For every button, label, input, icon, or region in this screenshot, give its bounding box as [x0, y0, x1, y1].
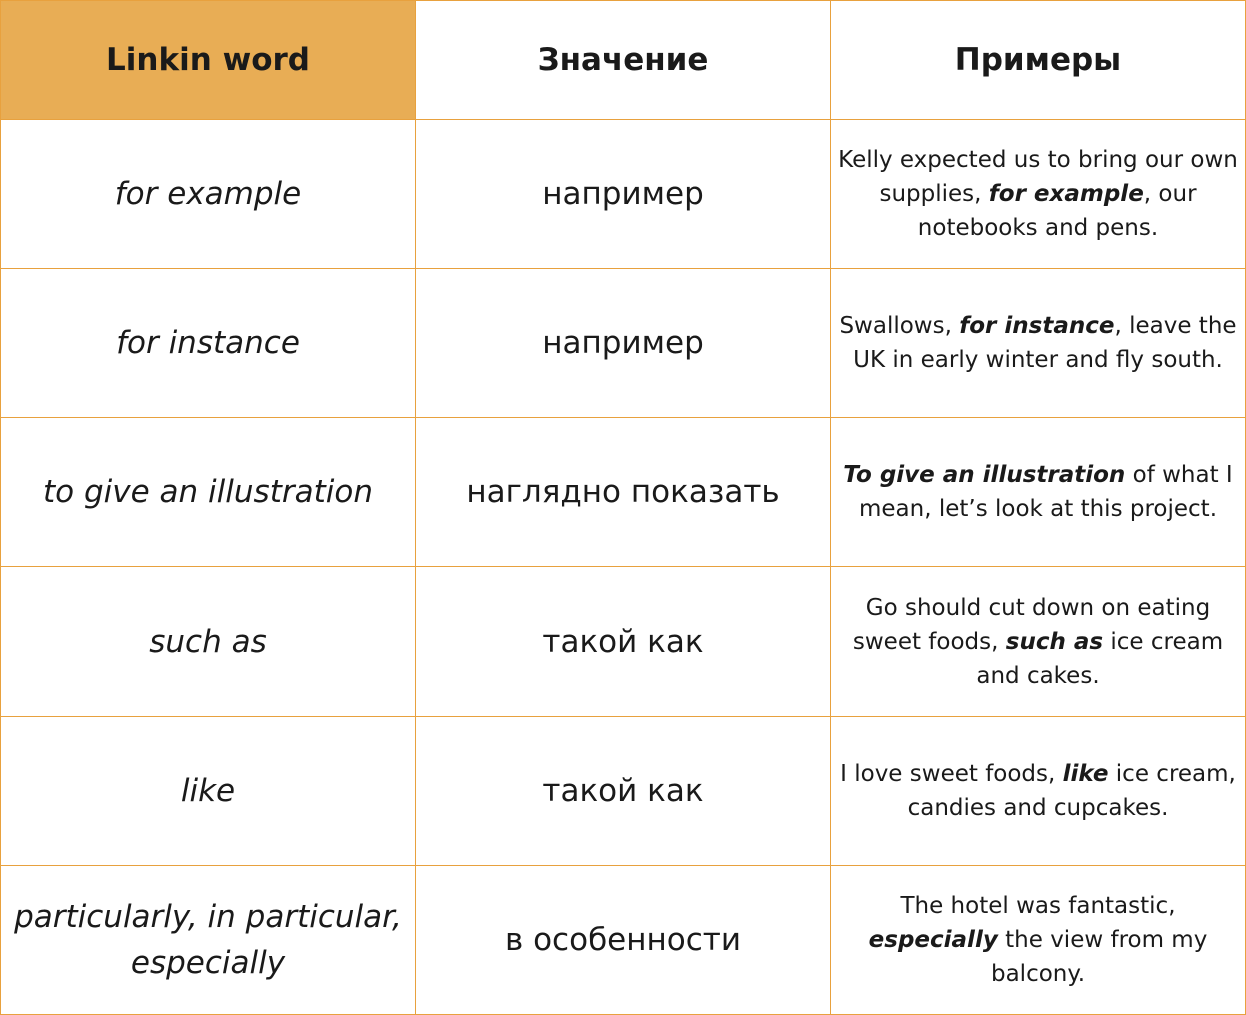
example-cell	[831, 418, 1246, 567]
example-highlight: like	[1062, 760, 1109, 787]
linking-word-cell: for example	[1, 120, 416, 269]
table-row	[1, 865, 1246, 1014]
example-text: ice cream, candies and cupcakes.	[907, 760, 1236, 821]
header-examples: Примеры	[831, 1, 1246, 120]
example-cell	[831, 865, 1246, 1014]
example-text: , our notebooks and pens.	[917, 181, 1197, 242]
example-highlight: To give an illustration	[843, 462, 1126, 489]
example-highlight: especially	[868, 926, 998, 953]
header-linking-word: Linkin word	[1, 1, 416, 120]
example-highlight: for instance	[959, 313, 1115, 340]
example-text: , leave the UK in early winter and fly south.	[853, 313, 1237, 374]
table-row	[1, 120, 1246, 269]
meaning-cell: например	[416, 120, 831, 269]
example-highlight: for example	[988, 181, 1144, 208]
example-text: The hotel was fantastic,	[900, 892, 1176, 919]
example-cell	[831, 716, 1246, 865]
linking-word-cell: such as	[1, 567, 416, 716]
example-cell	[831, 120, 1246, 269]
example-text: Swallows,	[839, 313, 960, 340]
example-text: Go should cut down on eating sweet foods,	[852, 594, 1211, 655]
linking-word-cell: particularly, in particular, especially	[1, 865, 416, 1014]
example-text: of what I mean, let’s look at this project.	[858, 462, 1233, 523]
example-text: ice cream and cakes.	[976, 628, 1224, 689]
example-text: the view from my balcony.	[990, 926, 1208, 987]
meaning-cell: такой как	[416, 716, 831, 865]
header-row	[1, 1, 1246, 120]
example-highlight: such as	[1005, 628, 1104, 655]
linking-word-cell: for instance	[1, 269, 416, 418]
linking-word-cell: like	[1, 716, 416, 865]
table-row	[1, 716, 1246, 865]
header-meaning: Значение	[416, 1, 831, 120]
linking-word-cell: to give an illustration	[1, 418, 416, 567]
example-cell	[831, 567, 1246, 716]
table-row	[1, 567, 1246, 716]
table-row	[1, 269, 1246, 418]
table-row	[1, 418, 1246, 567]
example-text: Kelly expected us to bring our own supplies,	[838, 147, 1238, 208]
meaning-cell: в особенности	[416, 865, 831, 1014]
meaning-cell: например	[416, 269, 831, 418]
example-text: I love sweet foods,	[840, 760, 1063, 787]
meaning-cell: наглядно показать	[416, 418, 831, 567]
example-cell	[831, 269, 1246, 418]
meaning-cell: такой как	[416, 567, 831, 716]
